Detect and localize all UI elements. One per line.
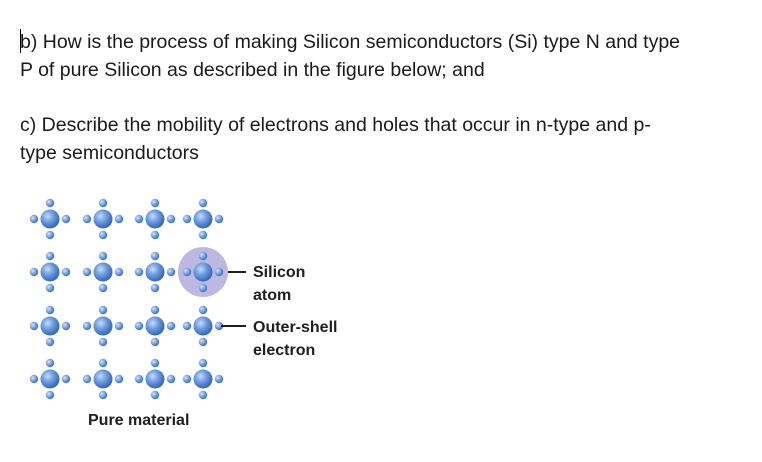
outer-shell-electron xyxy=(30,322,38,330)
outer-shell-electron xyxy=(83,268,91,276)
outer-shell-electron xyxy=(46,338,54,346)
outer-shell-electron xyxy=(62,375,70,383)
silicon-atom xyxy=(41,263,60,282)
outer-shell-electron xyxy=(183,268,191,276)
outer-shell-electron xyxy=(46,391,54,399)
outer-shell-electron xyxy=(135,375,143,383)
silicon-atom xyxy=(41,317,60,336)
outer-shell-electron xyxy=(135,268,143,276)
outer-shell-electron xyxy=(199,391,207,399)
outer-shell-electron xyxy=(46,359,54,367)
outer-shell-electron xyxy=(215,268,223,276)
outer-shell-electron xyxy=(46,199,54,207)
lattice-group xyxy=(30,199,223,399)
outer-shell-electron xyxy=(199,231,207,239)
silicon-atom-label-line-2: atom xyxy=(253,287,292,304)
outer-shell-electron xyxy=(83,322,91,330)
silicon-atom xyxy=(41,210,60,229)
outer-shell-electron xyxy=(83,215,91,223)
outer-shell-electron xyxy=(151,391,159,399)
outer-shell-electron xyxy=(46,252,54,260)
outer-shell-electron xyxy=(115,268,123,276)
outer-shell-electron xyxy=(151,231,159,239)
outer-shell-electron xyxy=(151,284,159,292)
outer-shell-electron xyxy=(99,199,107,207)
outer-shell-electron xyxy=(151,252,159,260)
question-c-line-1: c) Describe the mobility of electrons and holes that occur in n-type and p- xyxy=(20,114,651,136)
question-c-line-2: type semiconductors xyxy=(20,142,199,164)
outer-shell-electron xyxy=(135,215,143,223)
outer-electron-label-line-1: Outer-shell xyxy=(253,319,338,336)
outer-shell-electron xyxy=(99,306,107,314)
outer-shell-electron xyxy=(183,375,191,383)
outer-shell-electron xyxy=(167,215,175,223)
silicon-atom-label-line-1: Silicon xyxy=(253,264,306,281)
outer-shell-electron xyxy=(62,322,70,330)
outer-shell-electron xyxy=(46,231,54,239)
outer-shell-electron xyxy=(199,359,207,367)
silicon-atom xyxy=(41,370,60,389)
outer-shell-electron xyxy=(99,284,107,292)
outer-shell-electron xyxy=(46,284,54,292)
outer-shell-electron xyxy=(151,338,159,346)
outer-shell-electron xyxy=(30,268,38,276)
outer-shell-electron xyxy=(151,359,159,367)
silicon-atom xyxy=(194,263,213,282)
outer-shell-electron xyxy=(151,199,159,207)
silicon-atom xyxy=(94,317,113,336)
outer-shell-electron xyxy=(199,284,207,292)
outer-shell-electron xyxy=(167,268,175,276)
silicon-atom xyxy=(94,210,113,229)
outer-shell-electron xyxy=(99,231,107,239)
outer-shell-electron xyxy=(199,199,207,207)
silicon-atom xyxy=(94,263,113,282)
figure-caption: Pure material xyxy=(88,412,190,429)
outer-shell-electron xyxy=(183,215,191,223)
silicon-atom xyxy=(194,370,213,389)
outer-shell-electron xyxy=(183,322,191,330)
outer-shell-electron xyxy=(199,306,207,314)
outer-shell-electron xyxy=(99,338,107,346)
outer-shell-electron xyxy=(215,215,223,223)
outer-shell-electron xyxy=(115,215,123,223)
outer-shell-electron xyxy=(151,306,159,314)
outer-shell-electron xyxy=(99,252,107,260)
silicon-atom xyxy=(94,370,113,389)
outer-shell-electron xyxy=(215,375,223,383)
silicon-atom xyxy=(146,263,165,282)
silicon-atom xyxy=(146,210,165,229)
outer-shell-electron xyxy=(62,268,70,276)
outer-shell-electron xyxy=(46,306,54,314)
silicon-atom xyxy=(194,210,213,229)
outer-shell-electron xyxy=(135,322,143,330)
outer-shell-electron xyxy=(30,375,38,383)
outer-shell-electron xyxy=(199,252,207,260)
outer-shell-electron xyxy=(167,375,175,383)
outer-shell-electron xyxy=(199,338,207,346)
outer-shell-electron xyxy=(30,215,38,223)
question-b-line-1: b) How is the process of making Silicon semiconductors (Si) type N and type xyxy=(20,31,681,53)
outer-shell-electron xyxy=(99,359,107,367)
outer-shell-electron xyxy=(83,375,91,383)
outer-electron-label-line-2: electron xyxy=(253,342,316,359)
outer-shell-electron xyxy=(99,391,107,399)
silicon-atom xyxy=(146,317,165,336)
question-b-line-2: P of pure Silicon as described in the figure below; and xyxy=(20,59,485,81)
silicon-atom xyxy=(146,370,165,389)
outer-shell-electron xyxy=(62,215,70,223)
outer-shell-electron xyxy=(115,375,123,383)
silicon-atom xyxy=(194,317,213,336)
outer-shell-electron xyxy=(115,322,123,330)
outer-shell-electron xyxy=(167,322,175,330)
